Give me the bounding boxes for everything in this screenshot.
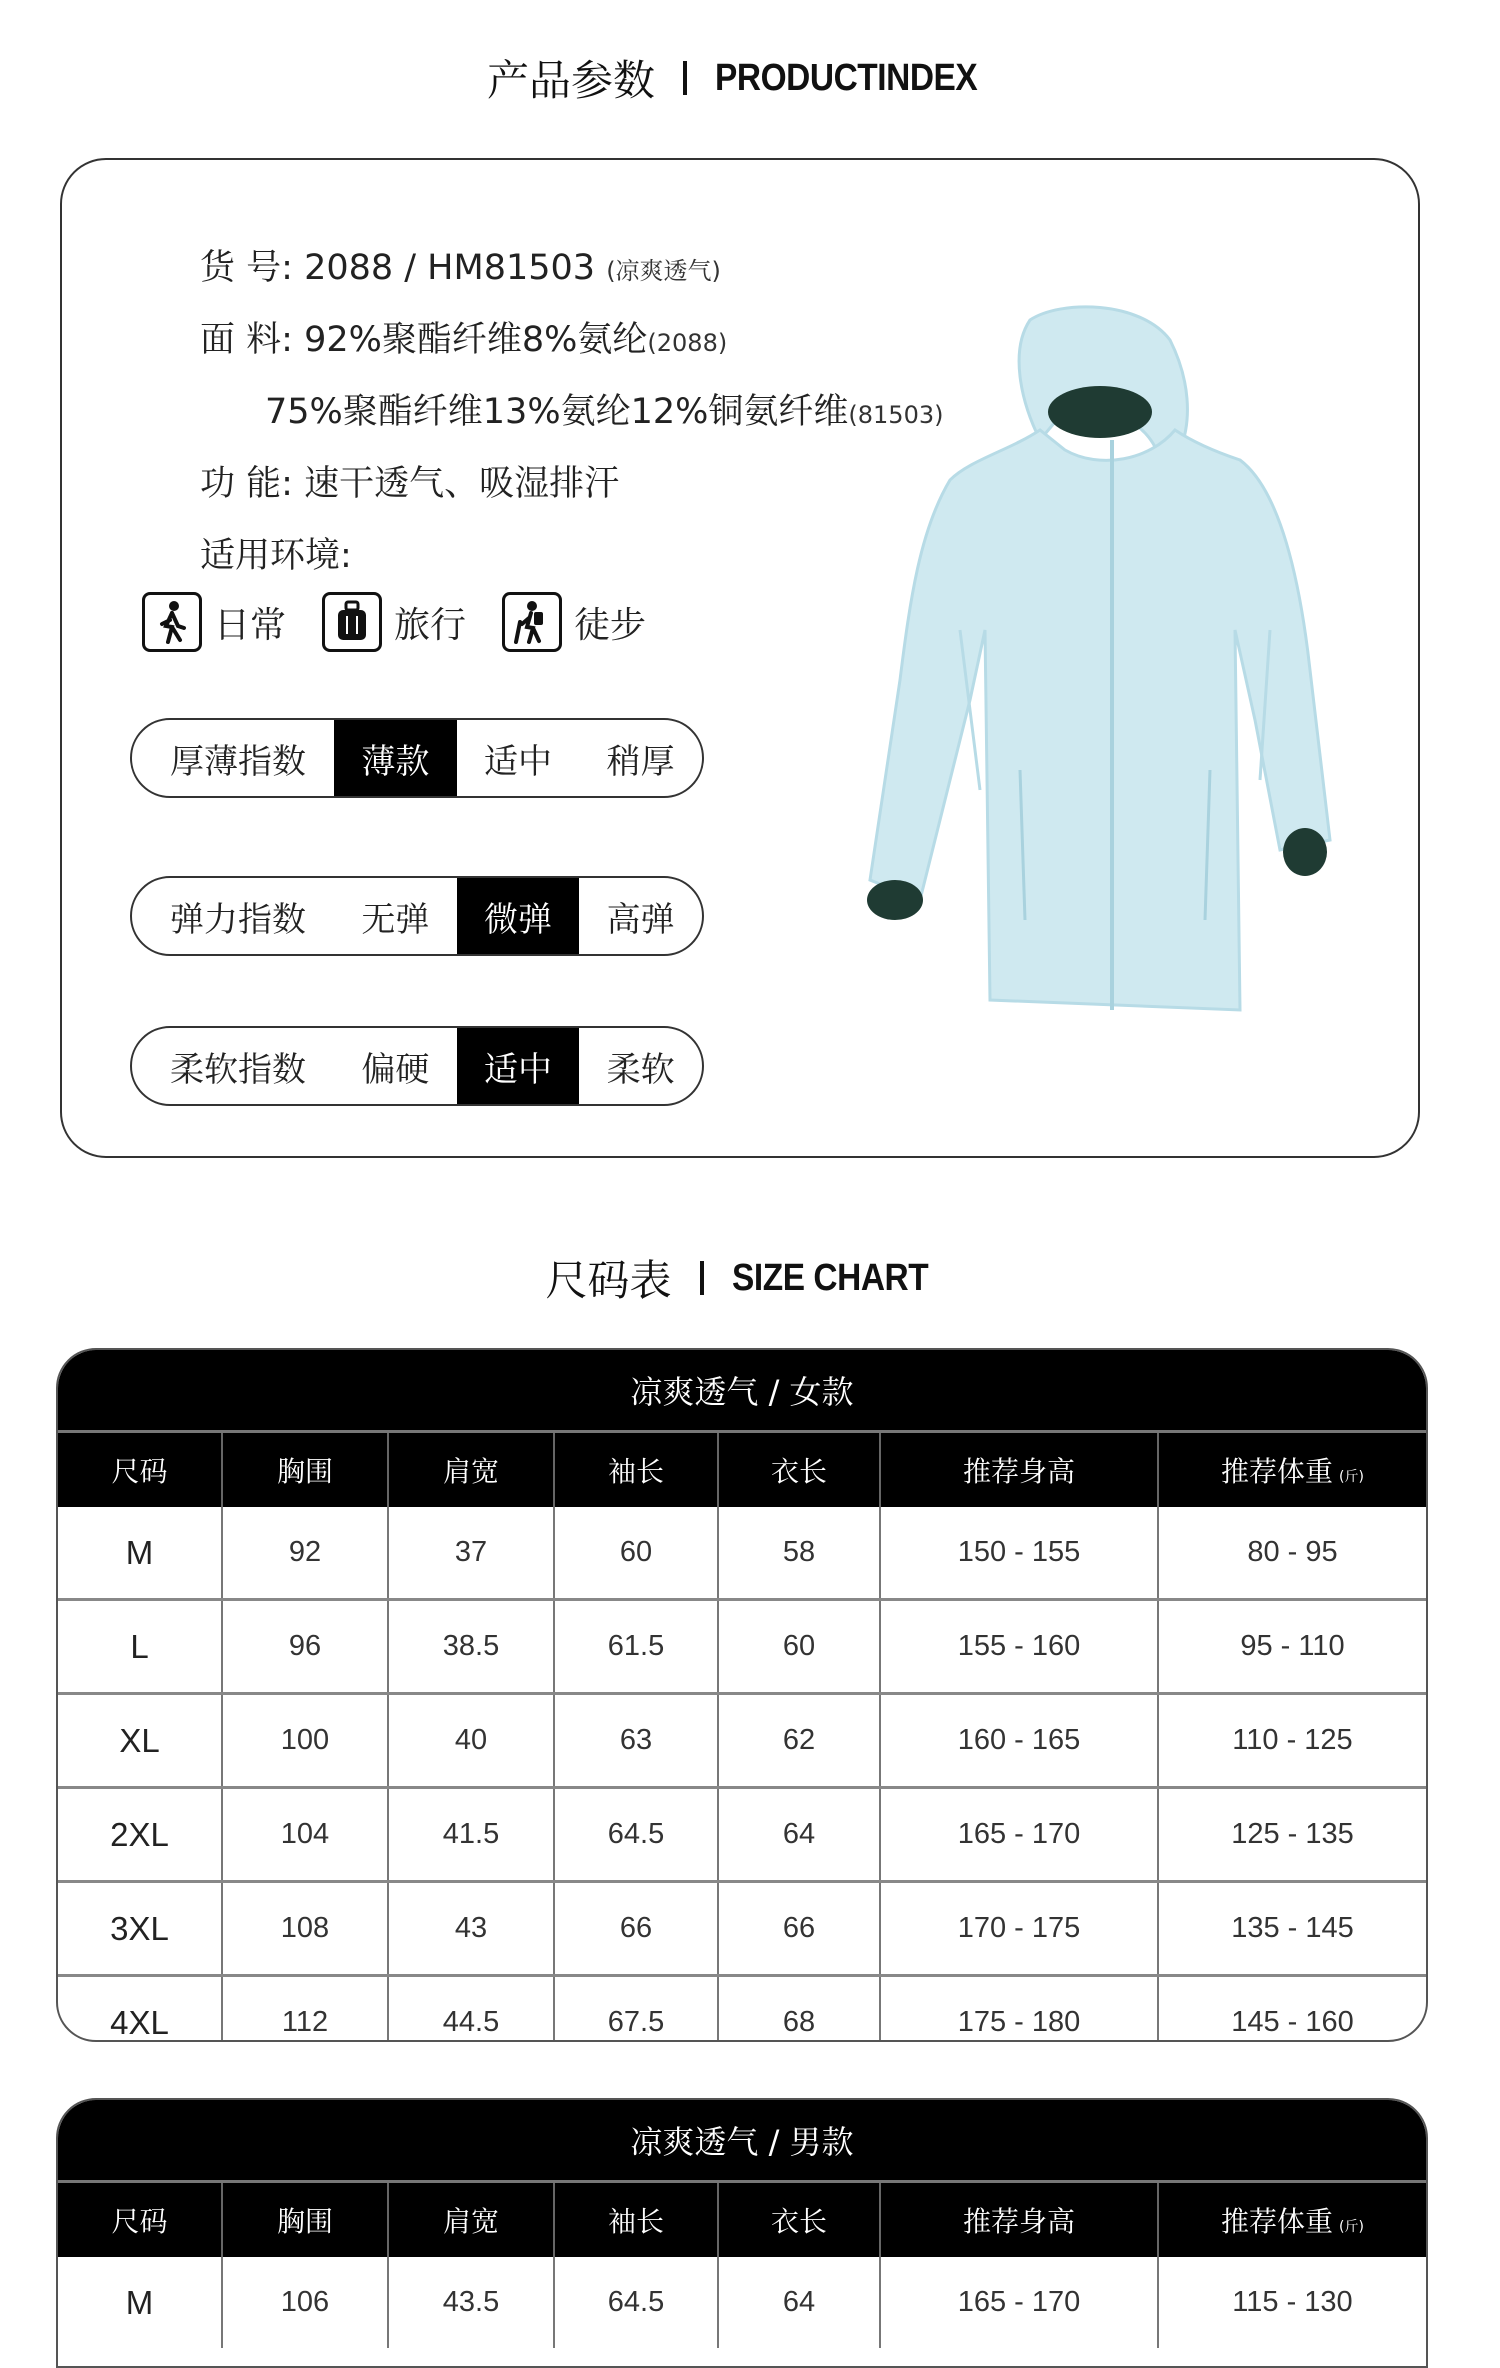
table-cell: 66 <box>718 1882 880 1976</box>
men-size-grid <box>58 2183 1426 2348</box>
table-cell: 37 <box>388 1507 554 1600</box>
title-divider <box>700 1261 704 1295</box>
table-cell: 170 - 175 <box>880 1882 1158 1976</box>
environment-hiking-label: 徒步 <box>574 604 647 646</box>
table-cell: 110 - 125 <box>1158 1694 1426 1788</box>
luggage-icon <box>322 592 382 652</box>
environment-travel-label: 旅行 <box>394 604 467 646</box>
thickness-option-medium: 适中 <box>484 741 552 782</box>
table-cell: 125 - 135 <box>1158 1788 1426 1882</box>
table-cell: 66 <box>554 1882 718 1976</box>
table-cell: 92 <box>222 1507 388 1600</box>
elasticity-option-none: 无弹 <box>361 899 430 940</box>
title-divider <box>683 61 687 95</box>
item-no-line <box>200 240 721 290</box>
header-sleeve: 袖长 <box>554 1433 718 1507</box>
table-cell: 60 <box>554 1507 718 1600</box>
table-cell: 43.5 <box>388 2257 554 2348</box>
table-cell: 4XL <box>58 1976 222 2043</box>
thickness-option-thick: 稍厚 <box>606 741 675 782</box>
table-row <box>58 1694 1426 1788</box>
header-size: 尺码 <box>58 2183 222 2257</box>
table-cell: L <box>58 1600 222 1694</box>
header-chest: 胸围 <box>222 2183 388 2257</box>
header-weight-label: 推荐体重 <box>1221 2205 1334 2238</box>
size-chart-title <box>0 1248 1500 1308</box>
table-header-row <box>58 2183 1426 2257</box>
table-cell: 3XL <box>58 1882 222 1976</box>
softness-index <box>130 1026 704 1106</box>
environment-list <box>142 592 682 652</box>
size-chart-title-en: SIZE CHART <box>731 1256 928 1299</box>
women-size-grid <box>58 1433 1426 2042</box>
table-row <box>58 1882 1426 1976</box>
header-shoulder: 肩宽 <box>388 1433 554 1507</box>
table-cell: 104 <box>222 1788 388 1882</box>
function-value: 速干透气、吸湿排汗 <box>304 464 620 504</box>
function-label: 功 能: <box>200 464 293 504</box>
softness-option-hard: 偏硬 <box>361 1049 430 1090</box>
table-cell: 64 <box>718 2257 880 2348</box>
item-no-label: 货 号: <box>200 248 293 288</box>
header-length: 衣长 <box>718 2183 880 2257</box>
elasticity-option-high: 高弹 <box>606 899 675 940</box>
table-cell: 80 - 95 <box>1158 1507 1426 1600</box>
table-cell: M <box>58 1507 222 1600</box>
table-cell: 115 - 130 <box>1232 2286 1353 2318</box>
table-row <box>58 1600 1426 1694</box>
table-cell: 38.5 <box>388 1600 554 1694</box>
women-table-caption: 凉爽透气 / 女款 <box>58 1350 1426 1433</box>
table-cell: 106 <box>222 2257 388 2348</box>
table-cell: M <box>58 2257 222 2348</box>
environment-travel <box>322 592 466 652</box>
table-cell: 95 - 110 <box>1158 1600 1426 1694</box>
elasticity-index-name: 弹力指数 <box>170 899 306 940</box>
product-params-title <box>0 48 1500 108</box>
table-cell: 60 <box>718 1600 880 1694</box>
header-weight-unit: (斤) <box>1339 2219 1364 2235</box>
softness-option-soft: 柔软 <box>606 1049 675 1090</box>
table-cell: 165 - 170 <box>880 1788 1158 1882</box>
environment-hiking <box>502 592 646 652</box>
fabric-line <box>200 312 727 362</box>
table-row <box>58 2257 1426 2348</box>
table-cell: 100 <box>222 1694 388 1788</box>
thickness-index <box>130 718 704 798</box>
men-size-table <box>56 2098 1428 2368</box>
function-line <box>200 456 619 506</box>
fabric-line1: 92%聚酯纤维8%氨纶 <box>304 320 648 360</box>
table-cell: 67.5 <box>554 1976 718 2043</box>
product-params-title-cn: 产品参数 <box>486 56 655 105</box>
table-cell: 58 <box>718 1507 880 1600</box>
fabric-line2-note: (81503) <box>848 401 944 429</box>
size-chart-title-cn: 尺码表 <box>545 1256 672 1305</box>
women-size-table <box>56 1348 1428 2042</box>
table-row <box>58 1976 1426 2043</box>
men-table-body <box>58 2257 1426 2348</box>
table-cell: 150 - 155 <box>880 1507 1158 1600</box>
header-chest: 胸围 <box>222 1433 388 1507</box>
thickness-index-name: 厚薄指数 <box>170 741 306 782</box>
fabric-line1-note: (2088) <box>647 329 728 357</box>
table-cell: 145 - 160 <box>1231 2006 1354 2038</box>
table-cell: XL <box>58 1694 222 1788</box>
header-weight <box>1158 1433 1426 1507</box>
fabric-line2-text: 75%聚酯纤维13%氨纶12%铜氨纤维 <box>265 392 849 432</box>
environment-label: 适用环境: <box>200 536 352 576</box>
table-cell: 43 <box>388 1882 554 1976</box>
walking-person-icon <box>142 592 202 652</box>
fabric-label: 面 料: <box>200 320 293 360</box>
table-cell: 160 - 165 <box>880 1694 1158 1788</box>
table-cell: 175 - 180 <box>880 1976 1158 2043</box>
table-cell: 64.5 <box>554 2257 718 2348</box>
table-row <box>58 1788 1426 1882</box>
hiker-icon <box>502 592 562 652</box>
table-cell: 2XL <box>58 1788 222 1882</box>
header-height: 推荐身高 <box>880 2183 1158 2257</box>
men-table-caption: 凉爽透气 / 男款 <box>58 2100 1426 2183</box>
header-sleeve: 袖长 <box>554 2183 718 2257</box>
table-cell: 61.5 <box>554 1600 718 1694</box>
product-params-title-en: PRODUCTINDEX <box>714 56 978 99</box>
softness-index-name: 柔软指数 <box>170 1049 306 1090</box>
table-cell: 108 <box>222 1882 388 1976</box>
table-cell: 41.5 <box>388 1788 554 1882</box>
header-size: 尺码 <box>58 1433 222 1507</box>
table-cell: 96 <box>222 1600 388 1694</box>
environment-daily-label: 日常 <box>214 604 287 646</box>
environment-daily <box>142 592 286 652</box>
table-cell: 68 <box>718 1976 880 2043</box>
table-header-row <box>58 1433 1426 1507</box>
header-weight <box>1158 2183 1426 2257</box>
header-weight-label: 推荐体重 <box>1221 1455 1334 1488</box>
table-cell: 64 <box>718 1788 880 1882</box>
item-no-note: (凉爽透气) <box>606 257 721 285</box>
jacket-product-image <box>800 300 1360 1020</box>
table-cell: 44.5 <box>388 1976 554 2043</box>
header-shoulder: 肩宽 <box>388 2183 554 2257</box>
women-table-body <box>58 1507 1426 2042</box>
table-cell: 62 <box>718 1694 880 1788</box>
table-cell: 165 - 170 <box>880 2257 1158 2348</box>
table-cell: 112 <box>222 1976 388 2043</box>
item-no-value: 2088 / HM81503 <box>304 248 596 288</box>
elasticity-option-slight: 微弹 <box>457 878 580 954</box>
table-cell: 63 <box>554 1694 718 1788</box>
table-cell: 64.5 <box>554 1788 718 1882</box>
header-weight-unit: (斤) <box>1339 1469 1364 1485</box>
table-row <box>58 1507 1426 1600</box>
table-cell: 40 <box>388 1694 554 1788</box>
header-length: 衣长 <box>718 1433 880 1507</box>
elasticity-index <box>130 876 704 956</box>
table-cell: 135 - 145 <box>1158 1882 1426 1976</box>
thickness-option-thin: 薄款 <box>334 720 457 796</box>
softness-option-medium: 适中 <box>457 1028 580 1104</box>
header-height: 推荐身高 <box>880 1433 1158 1507</box>
table-cell: 155 - 160 <box>880 1600 1158 1694</box>
